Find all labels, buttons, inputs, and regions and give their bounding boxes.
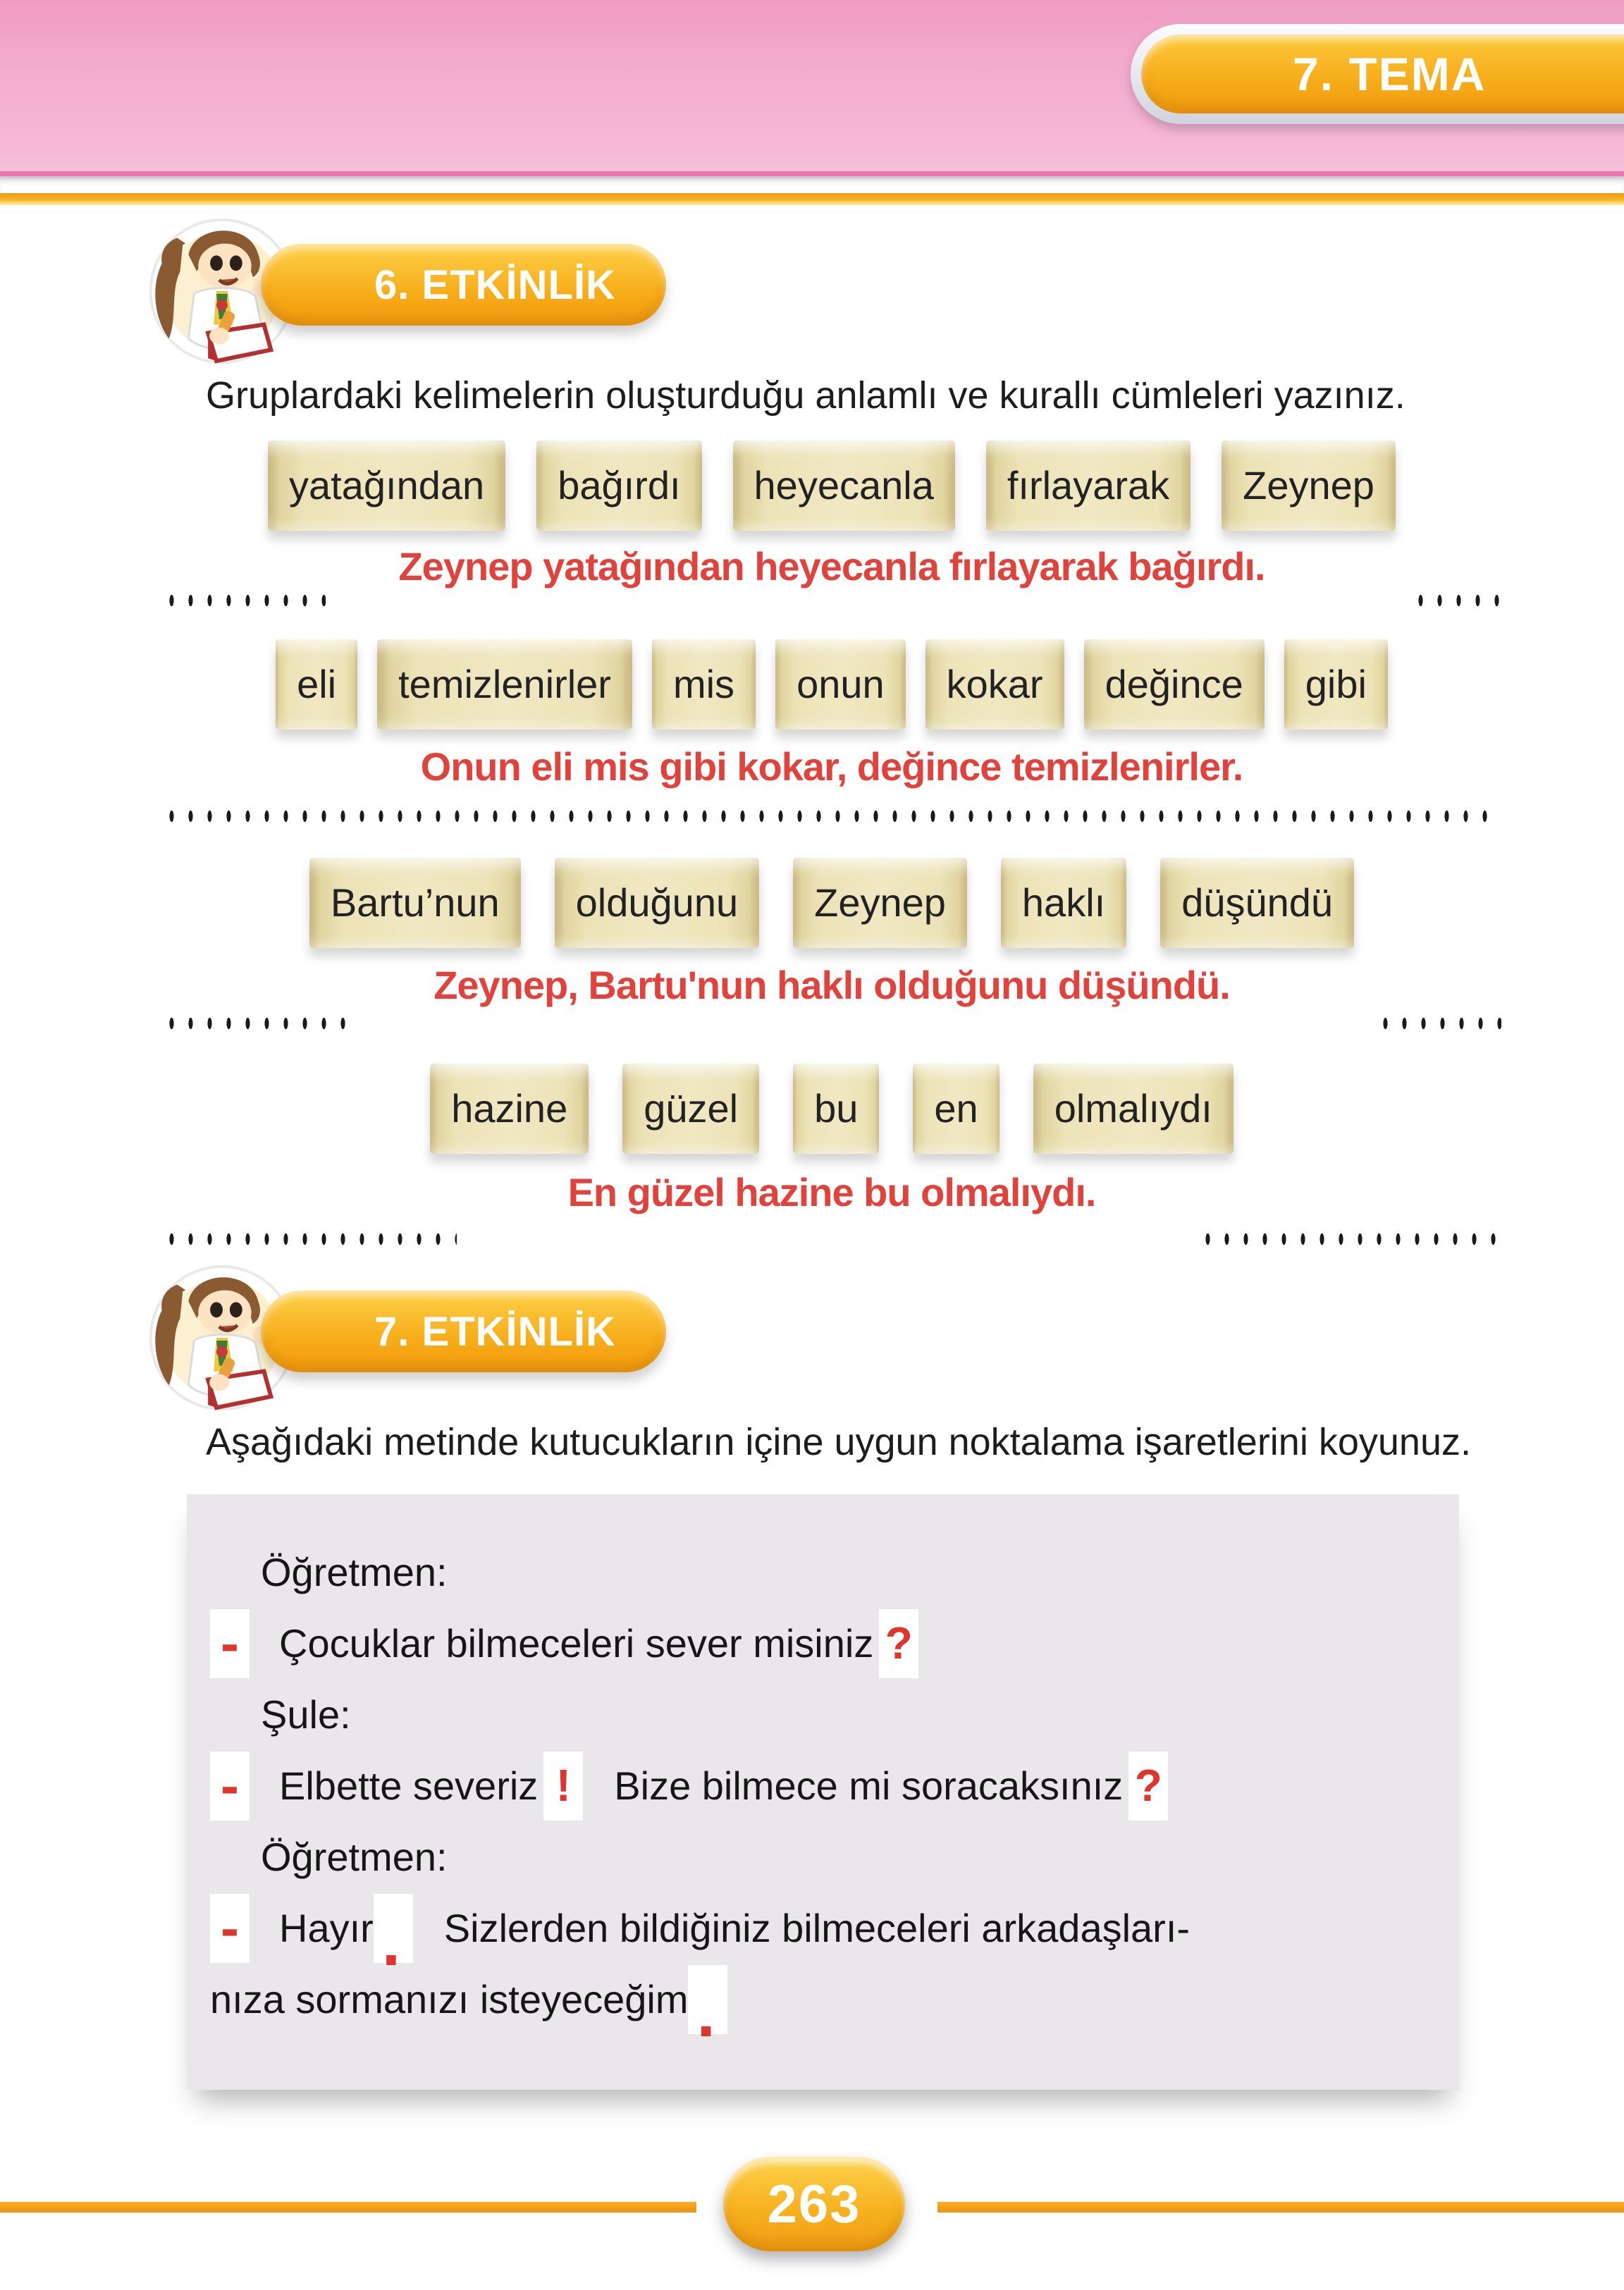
dotted-answer-line (162, 1230, 1501, 1248)
speaker-label: Öğretmen: (261, 1550, 448, 1594)
punctuation-box-dash: - (210, 1894, 250, 1963)
dialogue-line (210, 1964, 1417, 2051)
dotted-segment (162, 1014, 351, 1033)
word-card: bağırdı (536, 441, 701, 531)
word-card: onun (775, 639, 906, 730)
handwritten-answer: Zeynep yatağından heyecanla fırlayarak bağırdı. (398, 544, 1265, 589)
header-divider-gold (0, 193, 1624, 205)
dotted-segment (1376, 1014, 1501, 1033)
activity6-badge-label: 6. ETKİNLİK (374, 261, 616, 308)
theme-badge-label: 7. TEMA (1293, 48, 1487, 100)
word-card: düşündü (1160, 858, 1354, 948)
punctuation-box-period: . (374, 1894, 413, 1963)
activity7-instruction: Aşağıdaki metinde kutucukların içine uygun noktalama işaretlerini koyunuz. (206, 1421, 1471, 1463)
activity7-badge-label: 7. ETKİNLİK (374, 1308, 616, 1355)
theme-badge (1131, 24, 1624, 124)
dialogue-line (210, 1608, 1417, 1679)
word-card: Zeynep (793, 858, 967, 948)
punctuation-box-exclamation: ! (543, 1752, 583, 1821)
header-divider-white (0, 176, 1624, 193)
page-content (162, 211, 1501, 2090)
word-card: güzel (622, 1064, 759, 1154)
word-card: kokar (925, 639, 1064, 730)
word-card: Bartu’nun (309, 858, 521, 948)
word-row-4 (162, 1064, 1501, 1154)
word-card: değince (1084, 639, 1265, 730)
word-card: bu (793, 1064, 879, 1154)
punctuation-box-question: ? (879, 1609, 918, 1678)
speaker-label: Şule: (261, 1692, 351, 1737)
word-card: Zeynep (1222, 441, 1396, 531)
page-number: 263 (767, 2174, 861, 2234)
footer-line (937, 2202, 1624, 2212)
word-card: eli (276, 639, 357, 730)
activity6-instruction: Gruplardaki kelimelerin oluşturduğu anlamlı ve kurallı cümleleri yazınız. (206, 374, 1405, 417)
dialogue-text: nıza sormanızı isteyeceğim (210, 1977, 689, 2021)
dotted-answer-line (162, 1014, 1501, 1033)
punctuation-box-dash: - (210, 1752, 250, 1821)
dialogue-text: Sizlerden bildiğiniz bilmeceleri arkadaşları- (443, 1906, 1191, 1950)
word-card: heyecanla (733, 441, 955, 531)
dotted-answer-line (162, 591, 1501, 610)
word-card: hazine (430, 1064, 589, 1154)
dotted-segment (1411, 591, 1501, 610)
word-card: mis (652, 639, 756, 730)
theme-badge-pill (1141, 35, 1624, 113)
word-card: en (913, 1064, 999, 1154)
dialogue-text: Çocuklar bilmeceleri sever misiniz (279, 1621, 874, 1666)
dotted-answer-line (162, 807, 1501, 825)
page-number-pill (723, 2157, 905, 2251)
dotted-segment (162, 591, 326, 610)
handwritten-answer: En güzel hazine bu olmalıydı. (567, 1170, 1096, 1214)
word-card: fırlayarak (986, 441, 1191, 531)
dialogue-line (210, 1892, 1417, 1980)
punctuation-box-period: . (688, 1965, 727, 2034)
handwritten-answer: Zeynep, Bartu'nun haklı olduğunu düşündü. (433, 963, 1230, 1007)
activity7-header (162, 1258, 1501, 1412)
handwritten-answer: Onun eli mis gibi kokar, değince temizlenirler. (420, 744, 1243, 789)
dotted-segment (162, 807, 1501, 825)
punctuation-box-question: ? (1128, 1752, 1168, 1821)
word-card: gibi (1284, 639, 1388, 730)
word-row-2 (162, 639, 1501, 730)
punctuation-box-dash: - (210, 1609, 250, 1678)
dotted-segment (1198, 1230, 1501, 1248)
word-row-3 (162, 858, 1501, 948)
dialogue-line (210, 1750, 1417, 1821)
dialogue-text: Elbette severiz (279, 1763, 539, 1808)
dialogue-box (187, 1494, 1459, 2090)
dialogue-text: Bize bilmece mi soracaksınız (614, 1763, 1124, 1808)
activity6-header (162, 211, 1501, 365)
word-card: olduğunu (555, 858, 759, 948)
dotted-segment (162, 1230, 457, 1248)
activity6-badge (261, 244, 666, 326)
word-card: olmalıydı (1033, 1064, 1234, 1154)
speaker-label: Öğretmen: (261, 1835, 448, 1879)
word-card: yatağından (268, 441, 505, 531)
dialogue-text: Hayır (279, 1906, 374, 1950)
footer-line (0, 2202, 696, 2212)
activity7-badge (261, 1291, 666, 1372)
word-card: temizlenirler (377, 639, 632, 730)
word-row-1 (162, 441, 1501, 531)
word-card: haklı (1001, 858, 1126, 948)
